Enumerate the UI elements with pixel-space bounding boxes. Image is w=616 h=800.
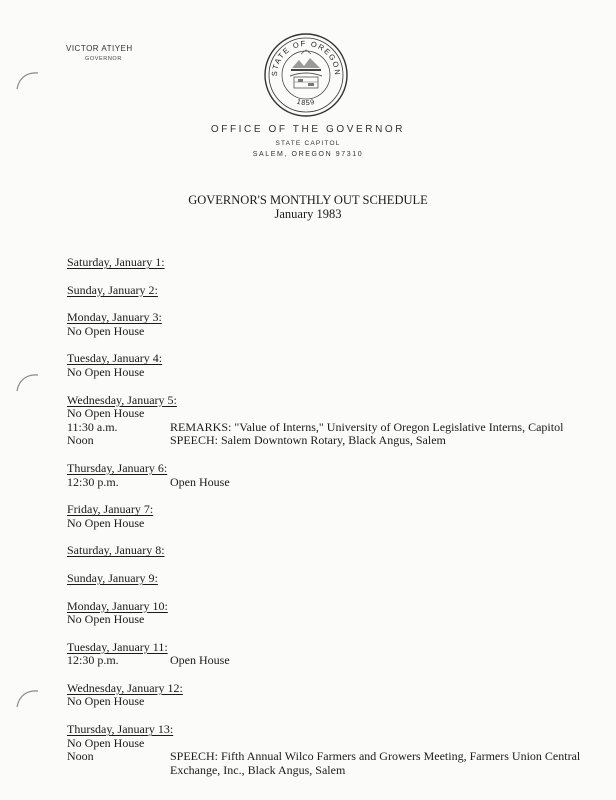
entry-text: Open House xyxy=(170,474,230,489)
entry-text: REMARKS: "Value of Interns," University of Oregon Legislative Interns, Capitol xyxy=(170,419,564,434)
seal-year: 1859 xyxy=(295,98,317,108)
day-heading: Saturday, January 1: xyxy=(67,255,165,269)
entry-text: No Open House xyxy=(67,694,145,709)
entry-text: No Open House xyxy=(67,323,145,338)
schedule-day xyxy=(67,503,597,530)
binder-hole-icon xyxy=(14,372,40,394)
day-heading: Wednesday, January 5: xyxy=(67,392,177,407)
schedule-day xyxy=(67,256,597,270)
day-heading: Sunday, January 9: xyxy=(67,570,158,585)
schedule-day xyxy=(67,462,597,489)
seal-text: STATE OF OREGON xyxy=(269,38,343,77)
schedule-day xyxy=(67,394,597,448)
day-heading: Thursday, January 13: xyxy=(67,722,174,737)
entry-time: 12:30 p.m. xyxy=(67,653,119,668)
binder-hole-icon xyxy=(14,70,40,92)
schedule-entry xyxy=(67,613,597,627)
schedule-entry xyxy=(67,434,597,448)
governor-title: GOVERNOR xyxy=(85,56,122,62)
state-seal-icon xyxy=(263,32,349,118)
schedule-entry xyxy=(67,421,597,435)
schedule-entry xyxy=(67,476,597,490)
day-heading: Monday, January 3: xyxy=(67,310,162,325)
schedule-list xyxy=(67,256,597,791)
entry-text: No Open House xyxy=(67,406,145,421)
schedule-day xyxy=(67,600,597,627)
office-address: SALEM, OREGON 97310 xyxy=(252,151,364,158)
schedule-day xyxy=(67,682,597,709)
svg-text:1859 xyxy=(296,99,316,107)
day-heading: Friday, January 7: xyxy=(67,502,154,517)
entry-text: SPEECH: Fifth Annual Wilco Farmers and Growers Meeting, Farmers Union Central Exchange, Inc., Black Angus, Salem xyxy=(170,749,581,777)
day-heading: Tuesday, January 4: xyxy=(67,351,163,366)
schedule-entry xyxy=(67,517,597,531)
schedule-day xyxy=(67,311,597,338)
schedule-entry xyxy=(67,737,597,751)
schedule-day xyxy=(67,723,597,777)
day-heading: Thursday, January 6: xyxy=(67,460,168,475)
entry-text: No Open House xyxy=(67,612,145,627)
entry-time: 11:30 a.m. xyxy=(67,419,118,434)
entry-text: No Open House xyxy=(67,735,145,750)
schedule-day xyxy=(67,641,597,668)
governor-name: VICTOR ATIYEH xyxy=(66,44,133,53)
entry-time: Noon xyxy=(67,749,94,764)
entry-text: No Open House xyxy=(67,515,145,530)
schedule-entry xyxy=(67,325,597,339)
entry-text: Open House xyxy=(170,653,230,668)
entry-time: 12:30 p.m. xyxy=(67,474,119,489)
schedule-entry xyxy=(67,750,597,777)
document-title: GOVERNOR'S MONTHLY OUT SCHEDULE xyxy=(188,193,428,207)
day-heading: Tuesday, January 11: xyxy=(67,639,168,654)
entry-time: Noon xyxy=(67,433,94,448)
document-period: January 1983 xyxy=(274,207,342,221)
office-name: OFFICE OF THE GOVERNOR xyxy=(210,124,406,135)
day-heading: Saturday, January 8: xyxy=(67,543,165,558)
day-heading: Wednesday, January 12: xyxy=(67,680,183,695)
schedule-day xyxy=(67,352,597,379)
schedule-entry xyxy=(67,695,597,709)
schedule-entry xyxy=(67,407,597,421)
schedule-day xyxy=(67,544,597,558)
schedule-day xyxy=(67,572,597,586)
schedule-day xyxy=(67,284,597,298)
day-heading: Sunday, January 2: xyxy=(67,282,158,297)
schedule-entry xyxy=(67,366,597,380)
office-building: STATE CAPITOL xyxy=(275,140,341,147)
entry-text: No Open House xyxy=(67,364,145,379)
schedule-entry xyxy=(67,654,597,668)
day-heading: Monday, January 10: xyxy=(67,598,168,613)
entry-text: SPEECH: Salem Downtown Rotary, Black Angus, Salem xyxy=(170,433,446,448)
binder-hole-icon xyxy=(14,688,40,710)
